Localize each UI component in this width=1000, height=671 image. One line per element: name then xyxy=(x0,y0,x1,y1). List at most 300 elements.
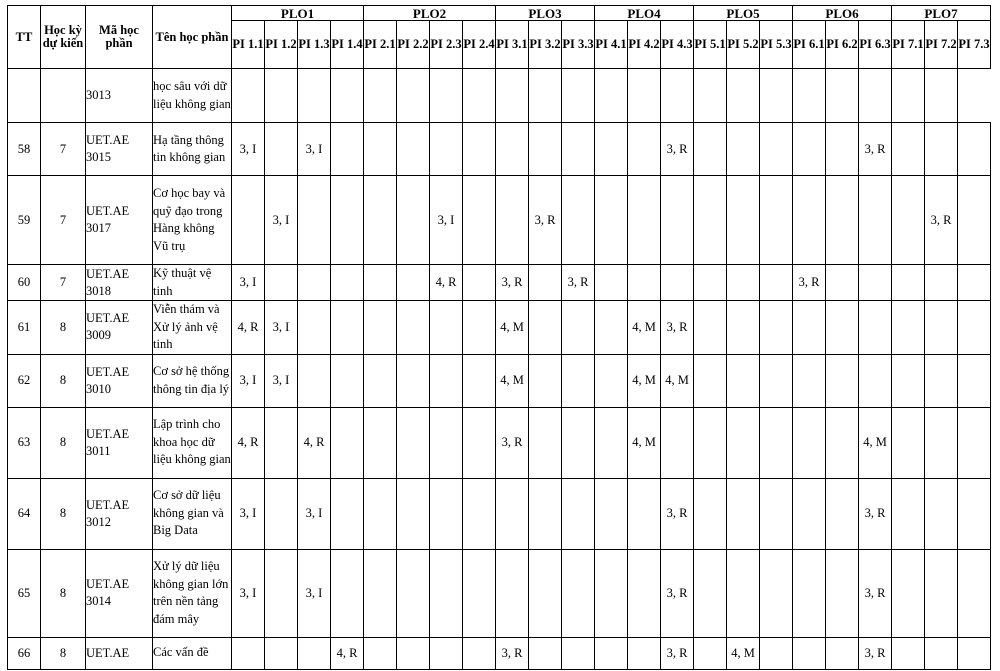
row-tt: 63 xyxy=(8,407,41,478)
pi-cell xyxy=(694,123,727,176)
row-semester: 8 xyxy=(41,407,86,478)
pi-cell: 3, I xyxy=(232,265,265,301)
pi-cell xyxy=(562,69,595,123)
row-name: Các vấn đề xyxy=(153,637,232,669)
pi-cell: 4, R xyxy=(232,301,265,355)
pi-cell xyxy=(595,549,628,637)
pi-cell xyxy=(958,123,991,176)
pi-cell xyxy=(298,637,331,669)
pi-cell xyxy=(562,176,595,265)
pi-cell xyxy=(430,637,463,669)
pi-cell xyxy=(793,123,826,176)
pi-cell xyxy=(892,123,925,176)
row-name: Cơ sở dữ liệu không gian và Big Data xyxy=(153,478,232,549)
pi-cell xyxy=(595,265,628,301)
pi-cell xyxy=(694,354,727,407)
pi-cell xyxy=(727,176,760,265)
pi-cell: 4, M xyxy=(628,407,661,478)
pi-cell xyxy=(694,69,727,123)
row-semester: 8 xyxy=(41,354,86,407)
pi-cell xyxy=(430,301,463,355)
header-pi: PI 4.1 xyxy=(595,21,628,69)
pi-cell xyxy=(397,354,430,407)
pi-cell xyxy=(595,176,628,265)
row-tt: 59 xyxy=(8,176,41,265)
header-plo2: PLO2 xyxy=(364,6,496,21)
pi-cell xyxy=(760,301,793,355)
pi-cell xyxy=(727,123,760,176)
pi-cell: 3, I xyxy=(298,123,331,176)
row-tt: 66 xyxy=(8,637,41,669)
header-pi: PI 3.3 xyxy=(562,21,595,69)
pi-cell xyxy=(595,407,628,478)
pi-cell xyxy=(331,407,364,478)
pi-cell xyxy=(760,265,793,301)
pi-cell xyxy=(859,265,892,301)
pi-cell xyxy=(859,176,892,265)
row-tt: 62 xyxy=(8,354,41,407)
header-pi: PI 6.3 xyxy=(859,21,892,69)
header-semester: Học kỳ dự kiến xyxy=(41,6,86,69)
pi-cell xyxy=(826,407,859,478)
pi-cell xyxy=(430,69,463,123)
row-tt: 61 xyxy=(8,301,41,355)
pi-cell: 3, R xyxy=(925,176,958,265)
header-pi: PI 5.1 xyxy=(694,21,727,69)
pi-cell xyxy=(397,176,430,265)
pi-cell xyxy=(727,69,760,123)
pi-cell xyxy=(793,549,826,637)
pi-cell xyxy=(397,407,430,478)
pi-cell xyxy=(364,265,397,301)
pi-cell: 3, I xyxy=(265,354,298,407)
pi-cell: 3, R xyxy=(859,123,892,176)
row-semester: 7 xyxy=(41,265,86,301)
pi-cell xyxy=(694,637,727,669)
pi-cell xyxy=(232,69,265,123)
pi-cell xyxy=(661,265,694,301)
pi-cell xyxy=(793,407,826,478)
pi-cell xyxy=(529,265,562,301)
pi-cell xyxy=(925,478,958,549)
pi-cell xyxy=(529,354,562,407)
header-pi: PI 5.3 xyxy=(760,21,793,69)
pi-cell xyxy=(892,354,925,407)
header-pi: PI 2.2 xyxy=(397,21,430,69)
pi-cell xyxy=(793,69,826,123)
pi-cell xyxy=(265,549,298,637)
pi-cell xyxy=(793,637,826,669)
pi-cell: 3, I xyxy=(298,478,331,549)
pi-cell xyxy=(463,637,496,669)
pi-cell xyxy=(958,176,991,265)
pi-cell xyxy=(958,407,991,478)
header-pi: PI 6.2 xyxy=(826,21,859,69)
pi-cell xyxy=(925,354,958,407)
row-code: UET.AE 3011 xyxy=(86,407,153,478)
pi-cell xyxy=(397,301,430,355)
header-pi: PI 5.2 xyxy=(727,21,760,69)
table-row xyxy=(8,176,991,265)
pi-cell xyxy=(595,123,628,176)
table-row xyxy=(8,69,991,123)
pi-cell xyxy=(232,637,265,669)
pi-cell xyxy=(925,407,958,478)
header-pi: PI 7.2 xyxy=(925,21,958,69)
pi-cell: 3, R xyxy=(661,123,694,176)
pi-cell: 3, R xyxy=(529,176,562,265)
pi-cell xyxy=(694,478,727,549)
row-tt xyxy=(8,69,41,123)
row-name: Kỹ thuật vệ tinh xyxy=(153,265,232,301)
pi-cell xyxy=(331,176,364,265)
pi-cell xyxy=(331,478,364,549)
pi-cell xyxy=(364,69,397,123)
pi-cell xyxy=(496,69,529,123)
header-pi: PI 3.2 xyxy=(529,21,562,69)
pi-cell: 3, I xyxy=(232,478,265,549)
row-name: Cơ học bay và quỹ đạo trong Hàng không Vũ trụ xyxy=(153,176,232,265)
pi-cell xyxy=(562,354,595,407)
pi-cell xyxy=(958,265,991,301)
pi-cell xyxy=(826,478,859,549)
pi-cell xyxy=(331,69,364,123)
pi-cell xyxy=(529,549,562,637)
header-plo1: PLO1 xyxy=(232,6,364,21)
header-row-plo xyxy=(8,6,991,21)
header-pi: PI 7.3 xyxy=(958,21,991,69)
pi-cell: 4, R xyxy=(298,407,331,478)
pi-cell xyxy=(727,549,760,637)
pi-cell xyxy=(562,637,595,669)
header-code: Mã học phần xyxy=(86,6,153,69)
row-tt: 58 xyxy=(8,123,41,176)
pi-cell xyxy=(463,265,496,301)
pi-cell xyxy=(595,69,628,123)
pi-cell xyxy=(826,301,859,355)
pi-cell: 3, I xyxy=(265,176,298,265)
pi-cell: 4, M xyxy=(859,407,892,478)
row-code: UET.AE 3017 xyxy=(86,176,153,265)
row-name: Xử lý dữ liệu không gian lớn trên nền tảng đám mây xyxy=(153,549,232,637)
pi-cell xyxy=(628,69,661,123)
pi-cell xyxy=(628,478,661,549)
pi-cell xyxy=(463,407,496,478)
pi-cell: 3, I xyxy=(298,549,331,637)
pi-cell xyxy=(397,265,430,301)
row-code: UET.AE 3014 xyxy=(86,549,153,637)
pi-cell xyxy=(727,265,760,301)
header-plo4: PLO4 xyxy=(595,6,694,21)
pi-cell: 3, R xyxy=(496,637,529,669)
pi-cell xyxy=(463,549,496,637)
pi-cell: 3, R xyxy=(859,637,892,669)
pi-cell xyxy=(760,69,793,123)
pi-cell xyxy=(826,354,859,407)
pi-cell xyxy=(331,354,364,407)
pi-cell xyxy=(265,407,298,478)
row-code: UET.AE 3012 xyxy=(86,478,153,549)
pi-cell xyxy=(892,176,925,265)
pi-cell xyxy=(529,301,562,355)
pi-cell xyxy=(892,301,925,355)
pi-cell xyxy=(694,549,727,637)
header-pi: PI 1.4 xyxy=(331,21,364,69)
pi-cell xyxy=(958,301,991,355)
pi-cell: 3, I xyxy=(265,301,298,355)
pi-cell xyxy=(562,123,595,176)
pi-cell: 4, M xyxy=(628,301,661,355)
pi-cell xyxy=(892,407,925,478)
table-body xyxy=(8,69,991,670)
plo-mapping-table xyxy=(7,5,991,670)
pi-cell xyxy=(958,637,991,669)
row-semester: 7 xyxy=(41,123,86,176)
pi-cell xyxy=(430,123,463,176)
pi-cell xyxy=(430,549,463,637)
pi-cell xyxy=(595,354,628,407)
pi-cell xyxy=(463,301,496,355)
pi-cell xyxy=(496,123,529,176)
pi-cell xyxy=(463,69,496,123)
header-pi: PI 2.1 xyxy=(364,21,397,69)
pi-cell xyxy=(793,301,826,355)
pi-cell xyxy=(694,265,727,301)
row-code: UET.AE xyxy=(86,637,153,669)
pi-cell xyxy=(265,637,298,669)
pi-cell xyxy=(694,301,727,355)
pi-cell: 4, M xyxy=(727,637,760,669)
pi-cell xyxy=(925,549,958,637)
pi-cell xyxy=(760,549,793,637)
pi-cell: 3, I xyxy=(430,176,463,265)
table-row xyxy=(8,301,991,355)
pi-cell xyxy=(793,354,826,407)
pi-cell: 3, R xyxy=(661,637,694,669)
pi-cell xyxy=(397,123,430,176)
pi-cell xyxy=(562,478,595,549)
row-code: 3013 xyxy=(86,69,153,123)
pi-cell xyxy=(298,265,331,301)
pi-cell xyxy=(265,123,298,176)
table-row xyxy=(8,123,991,176)
pi-cell xyxy=(826,265,859,301)
pi-cell xyxy=(727,301,760,355)
pi-cell xyxy=(892,637,925,669)
pi-cell xyxy=(595,301,628,355)
pi-cell xyxy=(430,354,463,407)
pi-cell xyxy=(529,478,562,549)
pi-cell xyxy=(463,123,496,176)
pi-cell xyxy=(265,265,298,301)
pi-cell xyxy=(859,301,892,355)
pi-cell xyxy=(892,549,925,637)
row-semester: 8 xyxy=(41,478,86,549)
pi-cell xyxy=(694,407,727,478)
pi-cell xyxy=(760,478,793,549)
header-pi: PI 3.1 xyxy=(496,21,529,69)
header-pi: PI 2.3 xyxy=(430,21,463,69)
pi-cell xyxy=(859,354,892,407)
pi-cell xyxy=(265,69,298,123)
header-pi: PI 1.1 xyxy=(232,21,265,69)
pi-cell xyxy=(364,176,397,265)
pi-cell: 3, R xyxy=(496,265,529,301)
pi-cell: 4, R xyxy=(331,637,364,669)
pi-cell: 3, R xyxy=(562,265,595,301)
pi-cell xyxy=(793,478,826,549)
pi-cell xyxy=(364,637,397,669)
pi-cell xyxy=(298,69,331,123)
header-plo3: PLO3 xyxy=(496,6,595,21)
row-name: Viễn thám và Xử lý ảnh vệ tinh xyxy=(153,301,232,355)
pi-cell xyxy=(430,407,463,478)
pi-cell: 3, R xyxy=(661,301,694,355)
pi-cell xyxy=(661,69,694,123)
row-name: Hạ tầng thông tin không gian xyxy=(153,123,232,176)
pi-cell xyxy=(892,69,925,123)
table-row xyxy=(8,549,991,637)
pi-cell xyxy=(562,407,595,478)
pi-cell xyxy=(463,176,496,265)
header-plo7: PLO7 xyxy=(892,6,991,21)
pi-cell: 3, I xyxy=(232,549,265,637)
pi-cell xyxy=(661,176,694,265)
pi-cell xyxy=(331,123,364,176)
pi-cell xyxy=(859,69,892,123)
header-pi: PI 7.1 xyxy=(892,21,925,69)
pi-cell xyxy=(925,637,958,669)
pi-cell xyxy=(925,69,958,123)
pi-cell xyxy=(232,176,265,265)
pi-cell: 3, R xyxy=(496,407,529,478)
pi-cell xyxy=(496,549,529,637)
pi-cell xyxy=(760,407,793,478)
row-name: Cơ sở hệ thống thông tin địa lý xyxy=(153,354,232,407)
pi-cell xyxy=(595,478,628,549)
pi-cell xyxy=(331,265,364,301)
row-semester xyxy=(41,69,86,123)
pi-cell xyxy=(562,301,595,355)
header-pi: PI 1.2 xyxy=(265,21,298,69)
row-semester: 7 xyxy=(41,176,86,265)
pi-cell xyxy=(826,69,859,123)
pi-cell xyxy=(463,354,496,407)
row-code: UET.AE 3018 xyxy=(86,265,153,301)
pi-cell xyxy=(727,407,760,478)
pi-cell xyxy=(628,265,661,301)
table-row xyxy=(8,637,991,669)
pi-cell: 3, I xyxy=(232,354,265,407)
pi-cell xyxy=(529,407,562,478)
row-semester: 8 xyxy=(41,301,86,355)
pi-cell xyxy=(331,549,364,637)
pi-cell xyxy=(298,176,331,265)
row-semester: 8 xyxy=(41,637,86,669)
pi-cell xyxy=(925,301,958,355)
pi-cell xyxy=(760,354,793,407)
pi-cell xyxy=(694,176,727,265)
pi-cell xyxy=(892,478,925,549)
pi-cell xyxy=(826,637,859,669)
pi-cell xyxy=(628,637,661,669)
pi-cell xyxy=(826,549,859,637)
header-plo5: PLO5 xyxy=(694,6,793,21)
header-pi: PI 1.3 xyxy=(298,21,331,69)
pi-cell xyxy=(364,123,397,176)
pi-cell: 3, R xyxy=(661,549,694,637)
pi-cell xyxy=(397,637,430,669)
pi-cell xyxy=(364,407,397,478)
pi-cell xyxy=(628,123,661,176)
header-pi: PI 2.4 xyxy=(463,21,496,69)
table-row xyxy=(8,478,991,549)
pi-cell xyxy=(364,354,397,407)
pi-cell xyxy=(760,176,793,265)
pi-cell xyxy=(529,69,562,123)
pi-cell xyxy=(760,123,793,176)
row-tt: 65 xyxy=(8,549,41,637)
table-row xyxy=(8,265,991,301)
table-row xyxy=(8,354,991,407)
pi-cell xyxy=(496,176,529,265)
pi-cell xyxy=(364,301,397,355)
pi-cell xyxy=(331,301,364,355)
pi-cell xyxy=(661,407,694,478)
row-semester: 8 xyxy=(41,549,86,637)
pi-cell xyxy=(430,478,463,549)
pi-cell: 3, I xyxy=(232,123,265,176)
pi-cell xyxy=(265,478,298,549)
pi-cell: 3, R xyxy=(859,478,892,549)
row-code: UET.AE 3010 xyxy=(86,354,153,407)
pi-cell xyxy=(397,549,430,637)
pi-cell xyxy=(958,354,991,407)
pi-cell xyxy=(793,176,826,265)
pi-cell xyxy=(727,354,760,407)
pi-cell xyxy=(529,637,562,669)
pi-cell xyxy=(826,123,859,176)
row-code: UET.AE 3015 xyxy=(86,123,153,176)
row-code: UET.AE 3009 xyxy=(86,301,153,355)
pi-cell xyxy=(892,265,925,301)
pi-cell: 3, R xyxy=(793,265,826,301)
pi-cell xyxy=(364,478,397,549)
pi-cell xyxy=(595,637,628,669)
pi-cell: 4, R xyxy=(430,265,463,301)
pi-cell xyxy=(463,478,496,549)
row-tt: 60 xyxy=(8,265,41,301)
pi-cell xyxy=(958,549,991,637)
row-tt: 64 xyxy=(8,478,41,549)
pi-cell xyxy=(925,123,958,176)
pi-cell: 4, M xyxy=(628,354,661,407)
pi-cell xyxy=(727,478,760,549)
pi-cell xyxy=(628,176,661,265)
pi-cell: 4, M xyxy=(496,301,529,355)
header-pi: PI 6.1 xyxy=(793,21,826,69)
pi-cell xyxy=(397,69,430,123)
table-row xyxy=(8,407,991,478)
row-name: Lập trình cho khoa học dữ liệu không gian xyxy=(153,407,232,478)
header-pi: PI 4.2 xyxy=(628,21,661,69)
pi-cell: 4, R xyxy=(232,407,265,478)
header-tt: TT xyxy=(8,6,41,69)
header-plo6: PLO6 xyxy=(793,6,892,21)
pi-cell xyxy=(925,265,958,301)
pi-cell: 4, M xyxy=(661,354,694,407)
pi-cell xyxy=(628,549,661,637)
